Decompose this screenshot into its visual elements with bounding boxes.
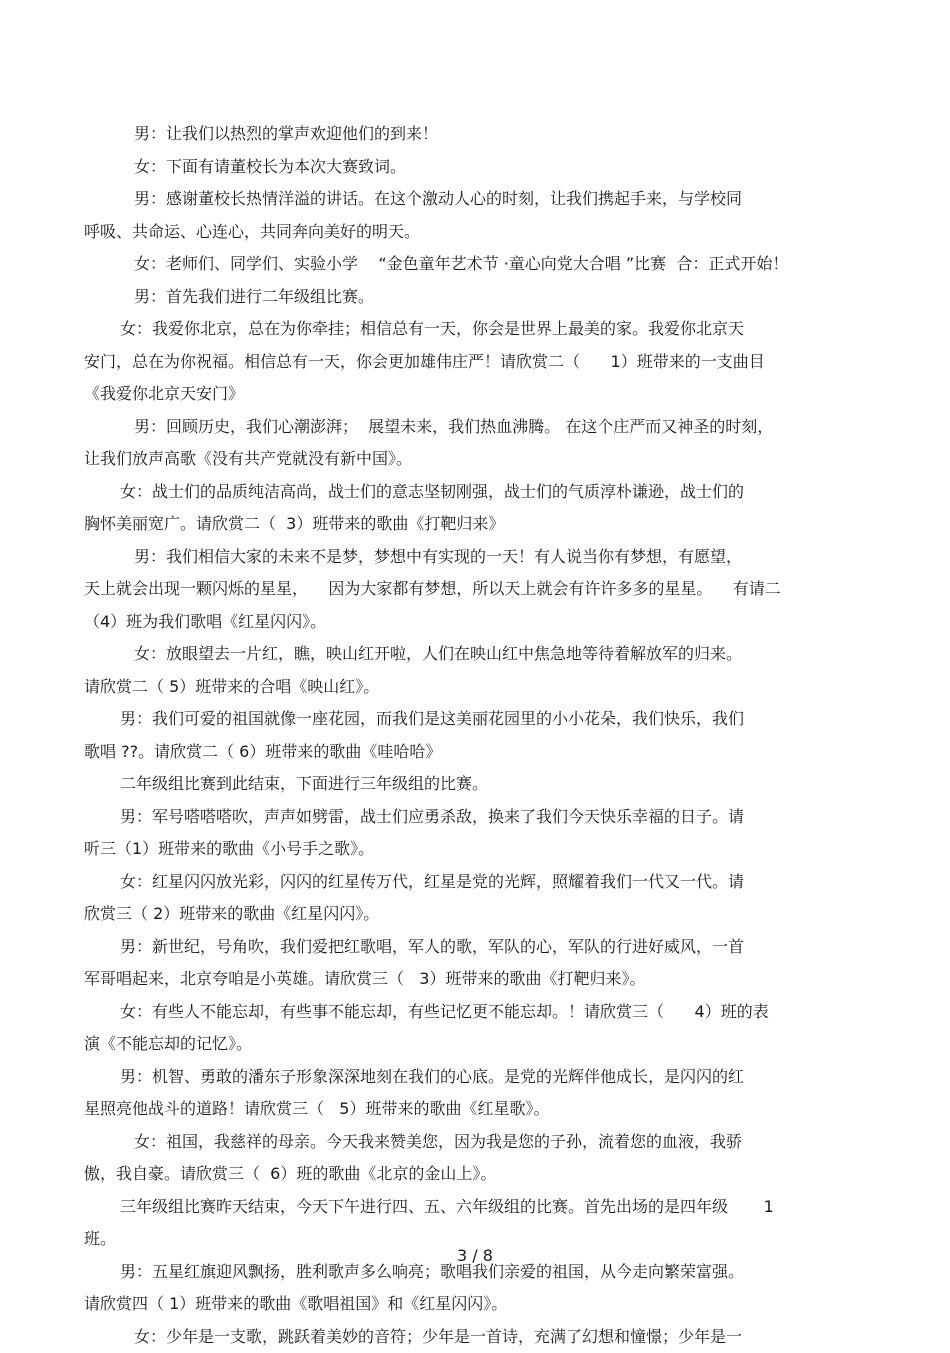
text-line: 女：放眼望去一片红，瞧，映山红开啦，人们在映山红中焦急地等待着解放军的归来。 <box>84 638 864 671</box>
text-line: 二年级组比赛到此结束，下面进行三年级组的比赛。 <box>84 768 864 801</box>
text-line: 《我爱你北京天安门》 <box>84 378 864 411</box>
text-line: 女：祖国，我慈祥的母亲。今天我来赞美您，因为我是您的子孙，流着您的血液，我骄 <box>84 1126 864 1159</box>
text-line: 女：红星闪闪放光彩，闪闪的红星传万代，红星是党的光辉，照耀着我们一代又一代。请 <box>84 866 864 899</box>
text-line: 三年级组比赛昨天结束，今天下午进行四、五、六年级组的比赛。首先出场的是四年级 1 <box>84 1191 864 1224</box>
text-line: 呼吸、共命运、心连心，共同奔向美好的明天。 <box>84 216 864 249</box>
text-line: 胸怀美丽宽广。请欣赏二（ 3）班带来的歌曲《打靶归来》 <box>84 508 864 541</box>
text-line: 班。 <box>84 1223 864 1256</box>
text-line: 歌唱 ??。请欣赏二（ 6）班带来的歌曲《哇哈哈》 <box>84 736 864 769</box>
text-line: 男：感谢董校长热情洋溢的讲话。在这个激动人心的时刻，让我们携起手来，与学校同 <box>84 183 864 216</box>
text-line: 男：五星红旗迎风飘扬，胜利歌声多么响亮；歌唱我们亲爱的祖国，从今走向繁荣富强。 <box>84 1256 864 1289</box>
text-line: 男：我们可爱的祖国就像一座花园，而我们是这美丽花园里的小小花朵，我们快乐，我们 <box>84 703 864 736</box>
text-line: 请欣赏二（ 5）班带来的合唱《映山红》。 <box>84 671 864 704</box>
text-line: 演《不能忘却的记忆》。 <box>84 1028 864 1061</box>
text-line: 欣赏三（ 2）班带来的歌曲《红星闪闪》。 <box>84 898 864 931</box>
text-line: 安门，总在为你祝福。相信总有一天，你会更加雄伟庄严！请欣赏二（ 1）班带来的一支曲目 <box>84 346 864 379</box>
text-line: 女：下面有请董校长为本次大赛致词。 <box>84 151 864 184</box>
text-line: 女：有些人不能忘却，有些事不能忘却，有些记忆更不能忘却。！请欣赏三（ 4）班的表 <box>84 996 864 1029</box>
text-line: 男：回顾历史，我们心潮澎湃； 展望未来，我们热血沸腾。 在这个庄严而又神圣的时刻， <box>84 411 864 444</box>
text-line: 男：军号嗒嗒嗒吹，声声如劈雷，战士们应勇杀敌，换来了我们今天快乐幸福的日子。请 <box>84 801 864 834</box>
text-line: 男：我们相信大家的未来不是梦，梦想中有实现的一天！有人说当你有梦想，有愿望， <box>84 541 864 574</box>
text-line: 请欣赏四（ 1）班带来的歌曲《歌唱祖国》和《红星闪闪》。 <box>84 1288 864 1321</box>
text-line: 女：老师们、同学们、实验小学 “金色童年艺术节 ·童心向党大合唱 ”比赛 合：正式开始！ <box>84 248 864 281</box>
text-line: 男：首先我们进行二年级组比赛。 <box>84 281 864 314</box>
text-line: 星照亮他战斗的道路！请欣赏三（ 5）班带来的歌曲《红星歌》。 <box>84 1093 864 1126</box>
text-line: 女：我爱你北京，总在为你牵挂；相信总有一天，你会是世界上最美的家。我爱你北京天 <box>84 313 864 346</box>
text-line: 傲，我自豪。请欣赏三（ 6）班的歌曲《北京的金山上》。 <box>84 1158 864 1191</box>
text-line: 军哥唱起来，北京夸咱是小英雄。请欣赏三（ 3）班带来的歌曲《打靶归来》。 <box>84 963 864 996</box>
text-line: 天上就会出现一颗闪烁的星星， 因为大家都有梦想，所以天上就会有许许多多的星星。 有请二 <box>84 573 864 606</box>
text-line: 男：让我们以热烈的掌声欢迎他们的到来！ <box>84 118 864 151</box>
text-line: 女：战士们的品质纯洁高尚，战士们的意志坚韧刚强，战士们的气质淳朴谦逊，战士们的 <box>84 476 864 509</box>
text-line: 男：机智、勇敢的潘东子形象深深地刻在我们的心底。是党的光辉伴他成长，是闪闪的红 <box>84 1061 864 1094</box>
text-line: 男：新世纪，号角吹，我们爱把红歌唱，军人的歌，军队的心，军队的行进好威风，一首 <box>84 931 864 964</box>
page-number: 3 / 8 <box>0 1246 950 1265</box>
text-line: 听三（1）班带来的歌曲《小号手之歌》。 <box>84 833 864 866</box>
text-line: 让我们放声高歌《没有共产党就没有新中国》。 <box>84 443 864 476</box>
body-text <box>84 118 864 1353</box>
text-line: 女：少年是一支歌，跳跃着美妙的音符；少年是一首诗，充满了幻想和憧憬；少年是一 <box>84 1321 864 1353</box>
text-line: （4）班为我们歌唱《红星闪闪》。 <box>84 606 864 639</box>
